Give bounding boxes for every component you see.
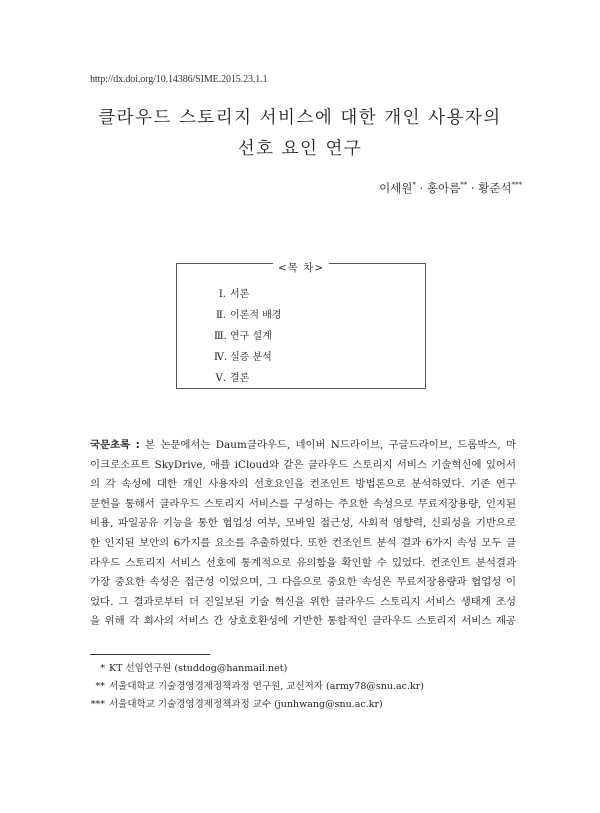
abstract-line: 한 인지된 보안의 6가지를 요소를 추출하였다. 또한 컨조인트 분석 결과 6가지 속성 모두 클 [90, 536, 516, 549]
toc-item-number: Ⅲ. [214, 331, 227, 342]
footnote-text: 서울대학교 기술경영경제정책과정 교수 (junhwang@snu.ac.kr) [109, 699, 383, 710]
toc-item-label: 결론 [230, 373, 250, 384]
author-name: 홍아름 [426, 181, 461, 195]
abstract-text: 본 논문에서는 Daum클라우드, 네이버 N드라이브, 구글드라이브, 드롭박스, 마 [139, 439, 517, 451]
author-separator: · [415, 181, 427, 195]
toc-item [214, 305, 281, 326]
abstract-line: 었다. 그 결과로부터 더 진일보된 기술 혁신을 위한 클라우드 스토리지 서비스 생태계 조성 [90, 595, 516, 608]
toc-item-number: Ⅳ. [214, 352, 228, 363]
paper-title-line-2: 선호 요인 연구 [237, 139, 363, 159]
abstract-label: 국문초록 : [90, 439, 140, 451]
author-footnote-mark: *** [511, 181, 522, 189]
footnote-text: KT 선임연구원 (studdog@hanmail.net) [109, 663, 288, 674]
author-name: 황준석 [478, 181, 512, 195]
author-footnote-mark: * [412, 181, 416, 189]
abstract-line: 라우드 스토리지 서비스 선호에 통계적으로 유의함을 확인할 수 있었다. 컨조인트 분석결과 [90, 556, 516, 569]
footnote [85, 696, 424, 714]
toc-item-label: 연구 설계 [230, 331, 272, 342]
author-name: 이세원 [379, 181, 413, 195]
abstract-line [90, 436, 516, 456]
footnote-mark: ** [95, 681, 105, 692]
doi-link[interactable]: http://dx.doi.org/10.14386/SIME.2015.23.1.1 [90, 74, 268, 85]
toc-item [214, 284, 281, 305]
abstract-line: 문헌을 통해서 클라우드 스토리지 서비스를 구성하는 주요한 속성으로 무료저장용량, 인지된 [90, 497, 516, 510]
footnote-text: 서울대학교 기술경영경제정책과정 연구원, 교신저자 (army78@snu.ac.kr) [109, 681, 425, 692]
toc-item [214, 326, 281, 347]
toc-item-number: Ⅱ. [216, 310, 226, 321]
footnote-mark: *** [90, 699, 105, 710]
abstract-line: 가장 중요한 속성은 접근성 이었으며, 그 다음으로 중요한 속성은 무료저장용량과 협업성 이 [90, 576, 516, 589]
footnote [85, 678, 424, 696]
footnote-divider [90, 654, 210, 655]
toc-item [214, 347, 281, 368]
toc-item-label: 서론 [230, 289, 250, 300]
toc-item-number: Ⅴ. [215, 373, 226, 384]
author-separator: · [467, 181, 479, 195]
footnote [85, 660, 424, 678]
toc-list [214, 284, 281, 389]
toc-item [214, 368, 281, 389]
toc-item-label: 이론적 배경 [230, 310, 282, 321]
author-list [379, 180, 522, 196]
author-footnote-mark: ** [460, 181, 468, 189]
abstract [90, 436, 516, 632]
abstract-line: 의 각 속성에 대한 개인 사용자의 선호요인을 컨조인트 방법론으로 분석하였다. 기존 연구 [90, 478, 516, 491]
toc-item-number: Ⅰ. [218, 289, 226, 300]
toc-item-label: 실증 분석 [230, 352, 272, 363]
footnotes [85, 660, 424, 714]
footnote-mark: * [100, 663, 105, 674]
abstract-line: 비용, 파일공유 기능을 통한 협업성 여부, 모바일 접근성, 사회적 영향력, 신뢰성을 기반으로 [90, 517, 516, 530]
table-of-contents [176, 263, 426, 389]
toc-title: <목 차> [273, 262, 329, 274]
paper-title-line-1: 클라우드 스토리지 서비스에 대한 개인 사용자의 [98, 108, 502, 128]
abstract-line: 을 위해 각 회사의 서비스 간 상호호환성에 기반한 통합적인 클라우드 스토리지 서비스 제공 [90, 615, 516, 628]
abstract-line: 이크로소프트 SkyDrive, 애플 iCloud와 같은 클라우드 스토리지 서비스 기술혁신에 있어서 [90, 458, 516, 471]
